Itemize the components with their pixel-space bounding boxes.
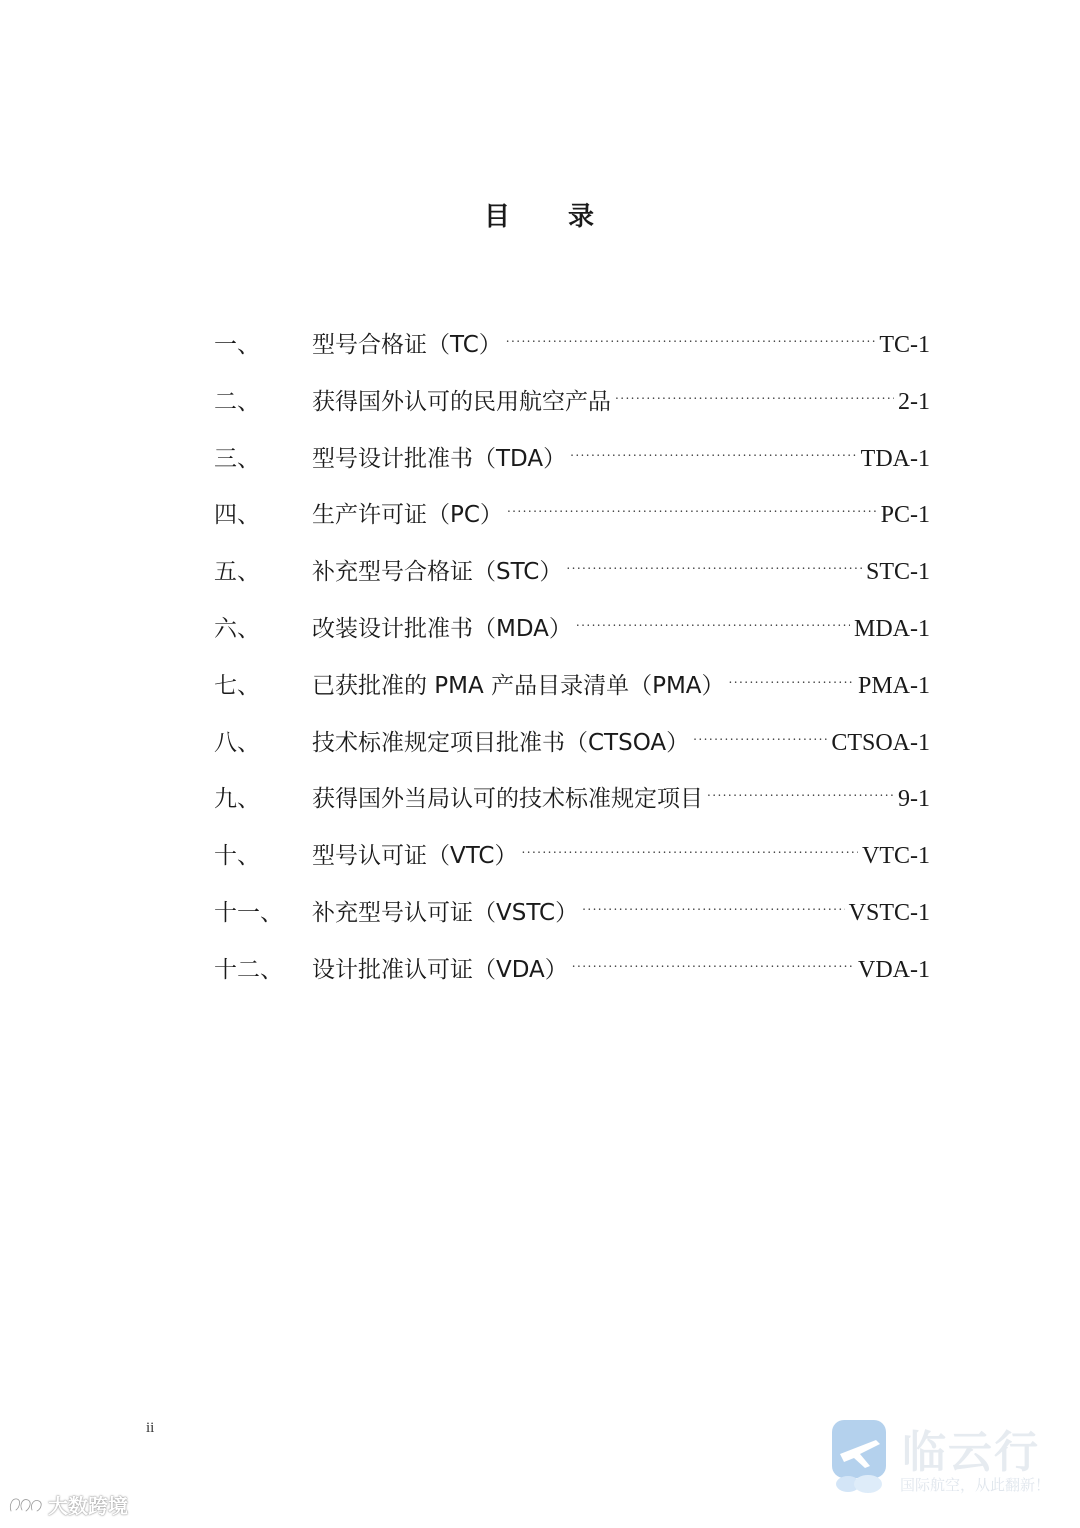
watermark-brand: 临云行 (902, 1427, 1040, 1478)
watermark-left (8, 1490, 128, 1519)
toc-entry-title: 型号认可证（VTC） (312, 843, 518, 870)
toc-entry-number: 十、 (214, 843, 260, 870)
watermark-slogan: 国际航空，从此翻新！ (900, 1476, 1051, 1494)
toc-entry-title: 生产许可证（PC） (312, 502, 503, 529)
watermark-logo-icon (8, 1495, 44, 1515)
toc-entry-page: VSTC-1 (848, 899, 930, 926)
toc-entry[interactable] (214, 819, 930, 876)
toc-entry[interactable] (214, 706, 930, 763)
toc-leader-dots (582, 876, 845, 920)
toc-leader-dots (506, 308, 876, 352)
toc-entry-title: 型号合格证（TC） (312, 332, 502, 358)
toc-entry-number: 三、 (214, 445, 260, 472)
toc-entry-page: TC-1 (879, 332, 930, 358)
toc-entry-title: 获得国外当局认可的技术标准规定项目 (312, 786, 703, 813)
toc-entry-number: 九、 (214, 786, 260, 813)
toc-entry[interactable] (214, 762, 930, 819)
toc-entry[interactable] (214, 876, 930, 933)
toc-entry[interactable] (214, 308, 930, 365)
toc-leader-dots (693, 706, 827, 750)
toc-entry-title: 已获批准的 PMA 产品目录清单（PMA） (312, 672, 725, 699)
watermark-right (826, 1414, 1056, 1498)
toc-leader-dots (576, 592, 850, 636)
toc-entry-title: 改装设计批准书（MDA） (312, 615, 572, 642)
toc-entry-number: 十二、 (214, 956, 283, 983)
page-number: ii (146, 1420, 155, 1436)
toc-entry-title: 补充型号认可证（VSTC） (312, 899, 579, 926)
toc-entry[interactable] (214, 933, 930, 990)
toc-entry-page: MDA-1 (854, 615, 930, 642)
toc-entry-number: 四、 (214, 502, 260, 529)
toc-entry-title: 补充型号合格证（STC） (312, 559, 563, 586)
toc-leader-dots (707, 762, 894, 806)
toc-entry-page: CTSOA-1 (831, 729, 930, 756)
toc-entry[interactable] (214, 649, 930, 706)
toc-entry-page: PC-1 (880, 502, 930, 529)
toc-leader-dots (507, 478, 877, 522)
toc-entry[interactable] (214, 365, 930, 422)
toc-leader-dots (572, 933, 854, 977)
toc-entry[interactable] (214, 535, 930, 592)
toc-entry[interactable] (214, 478, 930, 535)
toc-entry-number: 十一、 (214, 899, 283, 926)
toc-entry-page: VTC-1 (862, 843, 930, 870)
toc-leader-dots (570, 422, 857, 466)
toc-entry-page: 2-1 (898, 388, 930, 415)
toc-entry-page: STC-1 (865, 559, 930, 586)
watermark-left-text: 大数跨境 (48, 1494, 128, 1518)
toc-entry-title: 设计批准认可证（VDA） (312, 956, 568, 983)
page-title: 目 录 (483, 202, 596, 232)
toc-entry-number: 一、 (214, 332, 260, 358)
toc-leader-dots (522, 819, 859, 863)
toc-entry-number: 七、 (214, 672, 260, 699)
toc-entry[interactable] (214, 592, 930, 649)
toc-leader-dots (729, 649, 854, 693)
toc-entry-number: 六、 (214, 615, 260, 642)
toc-entry-number: 八、 (214, 729, 260, 756)
toc-entry-page: 9-1 (898, 786, 930, 813)
toc-entry-number: 二、 (214, 388, 260, 415)
toc-entry-number: 五、 (214, 559, 260, 586)
toc-leader-dots (566, 535, 862, 579)
toc-entry-title: 获得国外认可的民用航空产品 (312, 388, 611, 415)
toc-entry-title: 型号设计批准书（TDA） (312, 445, 567, 472)
toc-leader-dots (615, 365, 894, 409)
toc-entry-page: TDA-1 (860, 445, 930, 472)
table-of-contents (214, 308, 930, 990)
airplane-logo-icon (830, 1418, 888, 1494)
toc-entry-title: 技术标准规定项目批准书（CTSOA） (312, 729, 690, 756)
toc-entry-page: VDA-1 (858, 956, 930, 983)
toc-entry[interactable] (214, 422, 930, 479)
toc-entry-page: PMA-1 (857, 672, 930, 699)
